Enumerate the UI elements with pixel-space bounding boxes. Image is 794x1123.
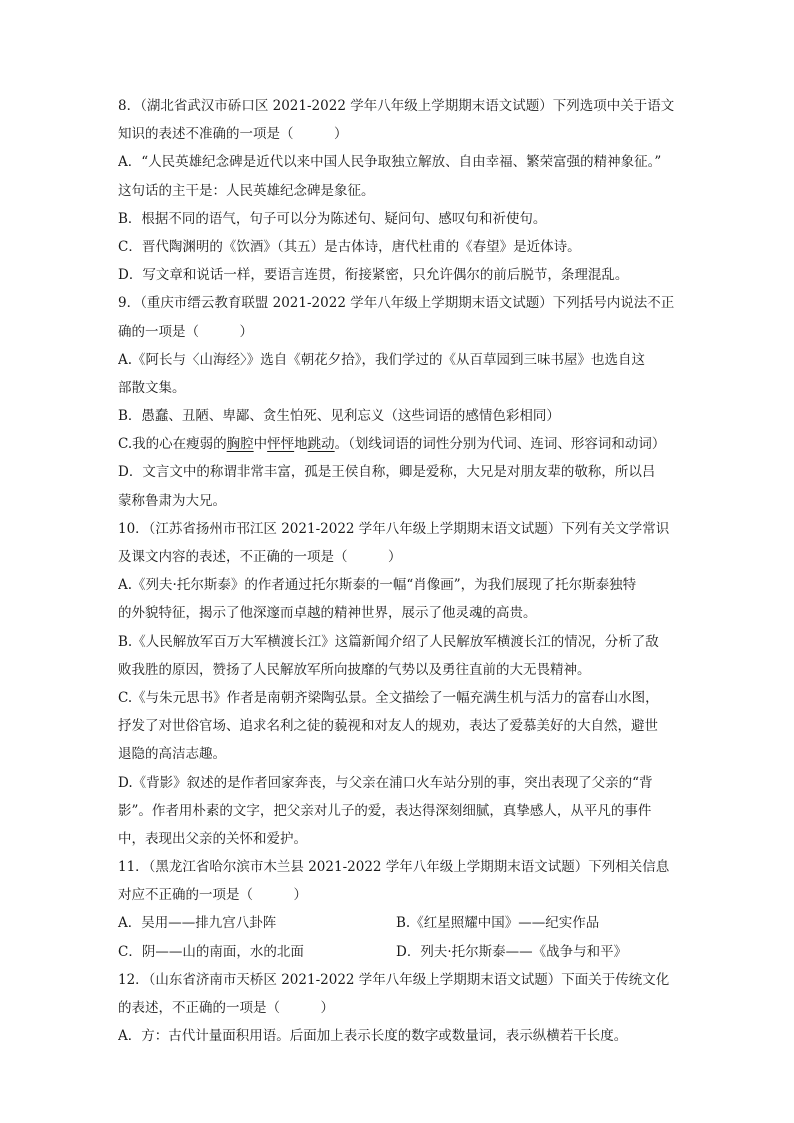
underlined-word: 怦怦 <box>267 436 295 453</box>
option-b: B.《红星照耀中国》——纪实作品 <box>396 915 600 932</box>
option-d: D.《背影》叙述的是作者回家奔丧，与父亲在浦口火车站分别的事，突出表现了父亲的“背 <box>118 774 653 791</box>
question-10 <box>118 515 678 853</box>
option-a: A.《列夫·托尔斯泰》的作者通过托尔斯泰的一幅“肖像画”，为我们展现了托尔斯泰独特 <box>118 577 637 594</box>
option-d: D．列夫·托尔斯泰——《战争与和平》 <box>396 943 628 960</box>
option-b: B．根据不同的语气，句子可以分为陈述句、疑问句、感叹句和祈使句。 <box>118 210 547 227</box>
option-a: 的外貌特征，揭示了他深邃而卓越的精神世界，展示了他灵魂的高贵。 <box>118 605 537 622</box>
option-d: 蒙称鲁肃为大兄。 <box>118 492 226 509</box>
underlined-word: 跳动 <box>307 436 335 453</box>
options-row <box>118 909 678 937</box>
question-stem: 及课文内容的表述，不正确的一项是（ ） <box>118 549 402 565</box>
question-stem: 10．（江苏省扬州市邗江区 2021-2022 学年八年级上学期期末语文试题）下列有关文学常识 <box>118 520 670 537</box>
option-c: C．晋代陶渊明的《饮酒》（其五）是古体诗，唐代杜甫的《春望》是近体诗。 <box>118 238 581 255</box>
option-c-text: 。（划线词语的词性分别为代词、连词、形容词和动词） <box>334 436 666 453</box>
exam-page <box>118 92 678 1050</box>
option-c <box>118 430 678 458</box>
question-stem: 12．（山东省济南市天桥区 2021-2022 学年八年级上学期期末语文试题）下面关于传统文化 <box>118 971 670 988</box>
question-stem: 知识的表述不准确的一项是（ ） <box>118 126 348 143</box>
question-11 <box>118 853 678 966</box>
option-c-text: 地 <box>294 436 308 453</box>
option-d: 中，表现出父亲的关怀和爱护。 <box>118 830 307 847</box>
question-stem: 11．（黑龙江省哈尔滨市木兰县 2021-2022 学年八年级上学期期末语文试题）下列相关信息 <box>118 859 670 876</box>
option-a: A.《阿长与〈山海经〉》选自《朝花夕拾》，我们学过的《从百草园到三味书屋》也选自这 <box>118 351 646 368</box>
option-b: B.《人民解放军百万大军横渡长江》这篇新闻介绍了人民解放军横渡长江的情况，分析了敌 <box>118 633 659 650</box>
question-stem: 8．（湖北省武汉市硚口区 2021-2022 学年八年级上学期期末语文试题）下列选项中关于语文 <box>118 98 675 114</box>
options-row <box>118 938 678 966</box>
option-a: A．方：古代计量面积用语。后面加上表示长度的数字或数量词，表示纵横若干长度。 <box>118 1028 628 1045</box>
question-stem: 对应不正确的一项是（ ） <box>118 887 307 904</box>
option-c-text: C.我的心在瘦弱的 <box>118 436 227 453</box>
question-9 <box>118 289 678 515</box>
question-stem: 9．（重庆市缙云教育联盟 2021-2022 学年八年级上学期期末语文试题）下列括号内说法不正 <box>118 295 675 312</box>
option-c: 退隐的高洁志趣。 <box>118 746 226 763</box>
question-stem: 的表述，不正确的一项是（ ） <box>118 1000 334 1016</box>
option-d: 影”。作者用朴素的文字，把父亲对儿子的爱，表达得深刻细腻，真挚感人，从平凡的事件 <box>118 802 652 819</box>
option-a: A．吴用——排九宫八卦阵 <box>118 915 277 932</box>
option-b: 败我胜的原因，赞扬了人民解放军所向披靡的气势以及勇往直前的大无畏精神。 <box>118 661 591 678</box>
question-12 <box>118 966 678 1051</box>
option-c: 抒发了对世俗官场、追求名利之徒的藐视和对友人的规劝，表达了爱慕美好的大自然，避世 <box>118 718 658 735</box>
option-b: B．愚蠢、丑陋、卑鄙、贪生怕死、见利忘义（这些词语的感情色彩相同） <box>118 408 560 425</box>
option-d: D．文言文中的称谓非常丰富，孤是王侯自称，卿是爱称，大兄是对朋友辈的敬称，所以吕 <box>118 464 656 481</box>
question-stem: 确的一项是（ ） <box>118 323 253 340</box>
option-c: C.《与朱元思书》作者是南朝齐梁陶弘景。全文描绘了一幅充满生机与活力的富春山水图， <box>118 689 659 706</box>
option-a: 部散文集。 <box>118 379 186 396</box>
underlined-word: 胸腔 <box>226 436 254 453</box>
option-c-text: 中 <box>253 436 268 453</box>
option-d: D．写文章和说话一样，要语言连贯，衔接紧密，只允许偶尔的前后脱节，条理混乱。 <box>118 267 629 284</box>
option-c: C．阴——山的南面，水的北面 <box>118 943 304 960</box>
option-a: 这句话的主干是：人民英雄纪念碑是象征。 <box>118 182 375 199</box>
question-8 <box>118 92 678 289</box>
option-a: A．“人民英雄纪念碑是近代以来中国人民争取独立解放、自由幸福、繁荣富强的精神象征。” <box>118 154 662 171</box>
